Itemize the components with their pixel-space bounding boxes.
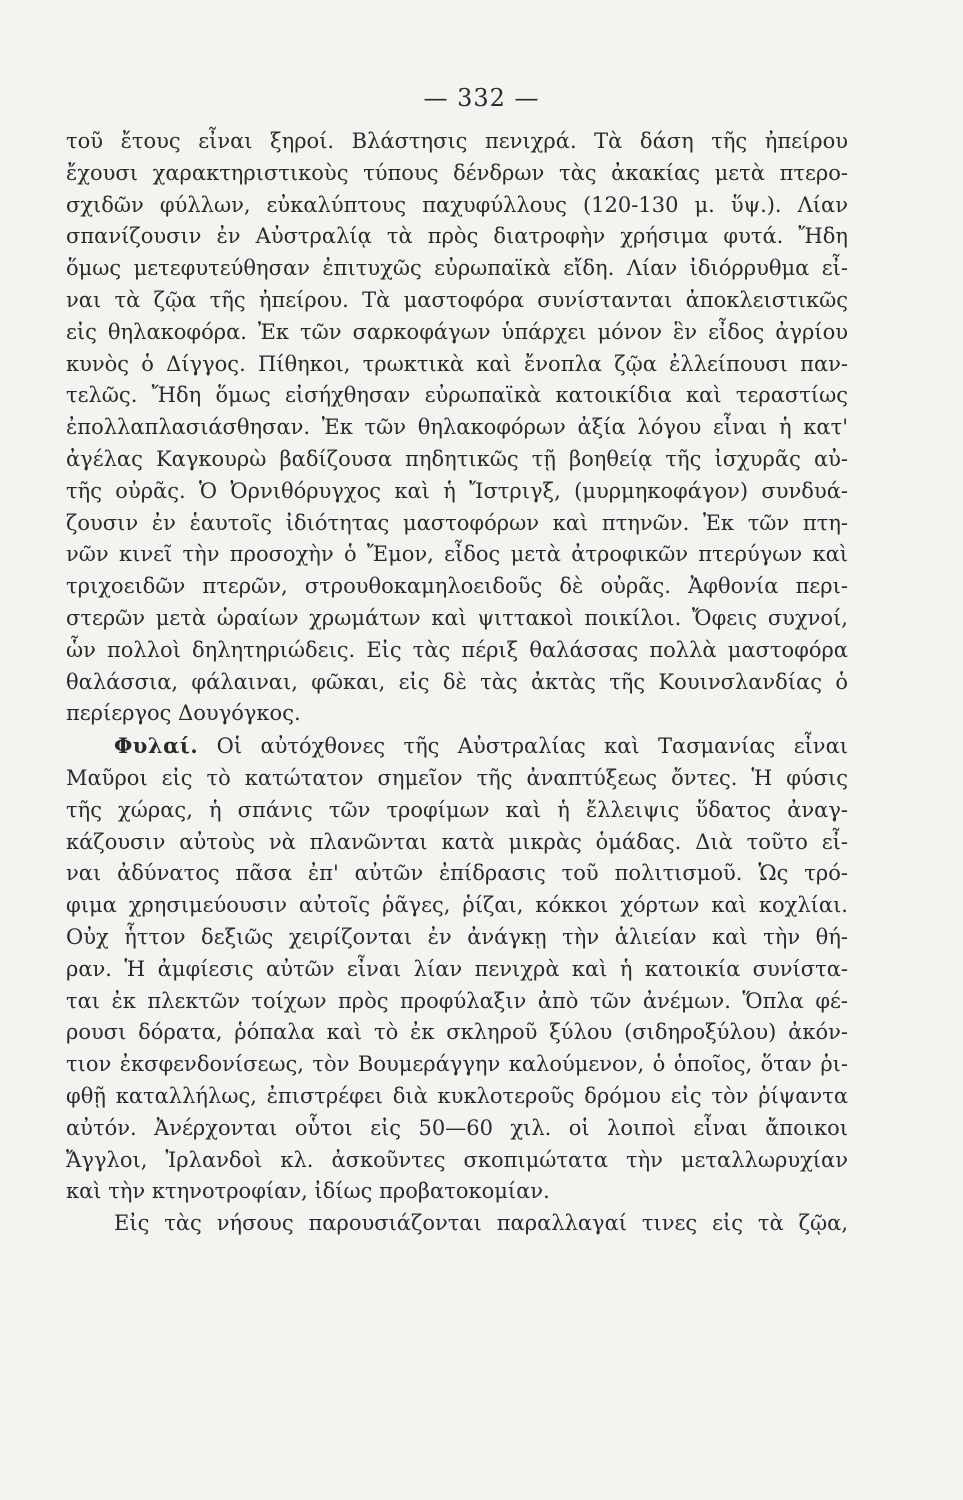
text-line: φιμα χρησιμεύουσιν αὐτοῖς ῥᾶγες, ῥίζαι, κόκκοι χόρτων καὶ κοχλίαι.: [66, 893, 848, 918]
text-line: εἰς θηλακοφόρα. Ἐκ τῶν σαρκοφάγων ὑπάρχει μόνον ἓν εἶδος ἀγρίου: [66, 319, 848, 344]
text-line: αὐτόν. Ἀνέρχονται οὗτοι εἰς 50—60 χιλ. οἱ λοιποὶ εἶναι ἄποικοι: [66, 1115, 848, 1140]
text-line: τῆς οὐρᾶς. Ὁ Ὀρνιθόρυγχος καὶ ἡ Ἴστριγξ, (μυρμηκοφάγον) συνδυά-: [66, 478, 848, 503]
paragraph-fauna: [66, 126, 848, 730]
text-line: ρουσι δόρατα, ῥόπαλα καὶ τὸ ἐκ σκληροῦ ξύλου (σιδηροξύλου) ἀκόν-: [66, 1020, 848, 1045]
text-line: Ἄγγλοι, Ἰρλανδοὶ κλ. ἀσκοῦντες σκοπιμώτατα τὴν μεταλλωρυχίαν: [66, 1147, 848, 1172]
page-body: [66, 126, 848, 1240]
text-line: περίεργος Δουγόγκος.: [66, 701, 301, 726]
section-heading: Φυλαί.: [114, 733, 199, 759]
text-line: ται ἐκ πλεκτῶν τοίχων πρὸς προφύλαξιν ἀπὸ τῶν ἀνέμων. Ὅπλα φέ-: [66, 988, 848, 1013]
text-line: Οὐχ ἧττον δεξιῶς χειρίζονται ἐν ἀνάγκῃ τὴν ἁλιείαν καὶ τὴν θή-: [66, 924, 848, 949]
text-line: τοῦ ἔτους εἶναι ξηροί. Βλάστησις πενιχρά. Τὰ δάση τῆς ἠπείρου: [66, 129, 848, 153]
text-line: νῶν κινεῖ τὴν προσοχὴν ὁ Ἔμον, εἶδος μετὰ ἀτροφικῶν πτερύγων καὶ: [66, 542, 848, 567]
text-line: ὅμως μετεφυτεύθησαν ἐπιτυχῶς εὐρωπαϊκὰ εἴδη. Λίαν ἰδιόρρυθμα εἶ-: [66, 256, 848, 281]
text-line: τῆς χώρας, ἡ σπάνις τῶν τροφίμων καὶ ἡ ἔλλειψις ὕδατος ἀναγ-: [66, 797, 848, 822]
text-line: Εἰς τὰς νήσους παρουσιάζονται παραλλαγαί τινες εἰς τὰ ζῷα,: [114, 1211, 848, 1236]
paragraph-tribes: [66, 730, 848, 1208]
text-line: ἐπολλαπλασιάσθησαν. Ἐκ τῶν θηλακοφόρων ἀξία λόγου εἶναι ἡ κατ': [66, 415, 848, 440]
text-line: θαλάσσια, φάλαιναι, φῶκαι, εἰς δὲ τὰς ἀκτὰς τῆς Κουινσλανδίας ὁ: [66, 669, 848, 694]
text-line: καὶ τὴν κτηνοτροφίαν, ἰδίως προβατοκομίαν.: [66, 1179, 550, 1204]
text-line: ὧν πολλοὶ δηλητηριώδεις. Εἰς τὰς πέριξ θαλάσσας πολλὰ μαστοφόρα: [66, 637, 848, 662]
text-line: σπανίζουσιν ἐν Αὐστραλίᾳ τὰ πρὸς διατροφὴν χρήσιμα φυτά. Ἤδη: [66, 224, 848, 249]
text-line: κάζουσιν αὐτοὺς νὰ πλανῶνται κατὰ μικρὰς ὁμάδας. Διὰ τοῦτο εἶ-: [66, 829, 848, 854]
text-line: ραν. Ἡ ἀμφίεσις αὐτῶν εἶναι λίαν πενιχρὰ καὶ ἡ κατοικία συνίστα-: [66, 956, 848, 981]
text-line: [66, 730, 848, 763]
text-line: κυνὸς ὁ Δίγγος. Πίθηκοι, τρωκτικὰ καὶ ἔνοπλα ζῷα ἐλλείπουσι παν-: [66, 351, 848, 376]
text-line: ἀγέλας Καγκουρὼ βαδίζουσα πηδητικῶς τῇ βοηθείᾳ τῆς ἰσχυρᾶς αὐ-: [66, 446, 848, 471]
text-line: τριχοειδῶν πτερῶν, στρουθοκαμηλοειδοῦς δὲ οὐρᾶς. Ἀφθονία περι-: [66, 574, 848, 599]
text-line: στερῶν μετὰ ὡραίων χρωμάτων καὶ ψιττακοὶ ποικίλοι. Ὄφεις συχνοί,: [66, 605, 848, 630]
paragraph-islands: [66, 1208, 848, 1240]
text-line-rest: Οἱ αὐτόχθονες τῆς Αὐστραλίας καὶ Τασμανίας εἶναι: [216, 734, 848, 759]
text-line: Μαῦροι εἰς τὸ κατώτατον σημεῖον τῆς ἀναπτύξεως ὄντες. Ἡ φύσις: [66, 765, 848, 790]
text-line: σχιδῶν φύλλων, εὐκαλύπτους παχυφύλλους (120-130 μ. ὕψ.). Λίαν: [66, 192, 848, 217]
page-number: — 332 —: [423, 84, 540, 112]
text-line: τελῶς. Ἤδη ὅμως εἰσήχθησαν εὐρωπαϊκὰ κατοικίδια καὶ τεραστίως: [66, 383, 848, 408]
text-line: ναι ἀδύνατος πᾶσα ἐπ' αὐτῶν ἐπίδρασις τοῦ πολιτισμοῦ. Ὡς τρό-: [66, 861, 848, 886]
text-line: ἔχουσι χαρακτηριστικοὺς τύπους δένδρων τὰς ἀκακίας μετὰ πτερο-: [66, 160, 848, 185]
text-line: ναι τὰ ζῷα τῆς ἠπείρου. Τὰ μαστοφόρα συνίστανται ἀποκλειστικῶς: [66, 287, 848, 312]
text-line: φθῇ καταλλήλως, ἐπιστρέφει διὰ κυκλοτεροῦς δρόμου εἰς τὸν ῥίψαντα: [66, 1083, 848, 1108]
text-line: τιον ἐκσφενδονίσεως, τὸν Βουμεράγγην καλούμενον, ὁ ὁποῖος, ὅταν ῥι-: [66, 1052, 848, 1077]
text-line: ζουσιν ἐν ἑαυτοῖς ἰδιότητας μαστοφόρων καὶ πτηνῶν. Ἐκ τῶν πτη-: [66, 510, 848, 535]
